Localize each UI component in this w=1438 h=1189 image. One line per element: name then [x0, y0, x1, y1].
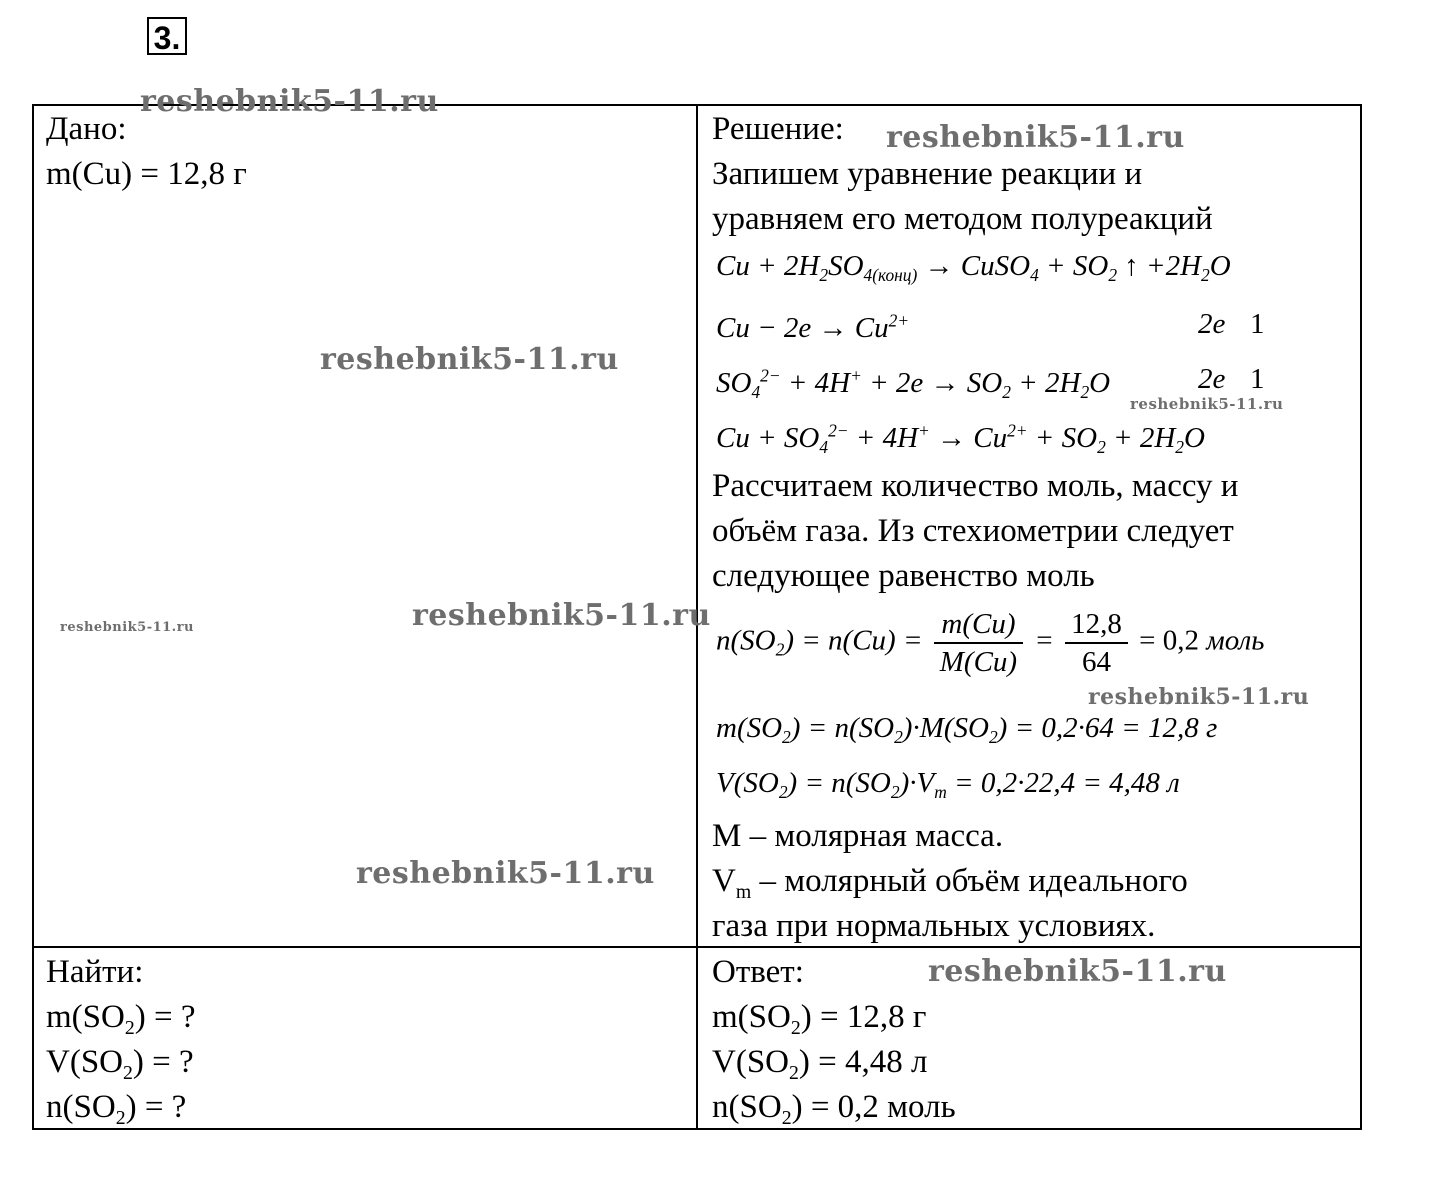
calc-text-line3: следующее равенство моль [712, 558, 1095, 594]
given-mass-cu: m(Cu) = 12,8 г [46, 156, 247, 192]
table-left-border [32, 104, 34, 1130]
definition-normal-conditions: газа при нормальных условиях. [712, 908, 1156, 944]
watermark: reshebnik5-11.ru [60, 620, 195, 635]
watermark: reshebnik5-11.ru [1088, 684, 1310, 710]
solution-intro-line1: Запишем уравнение реакции и [712, 156, 1143, 192]
watermark: reshebnik5-11.ru [320, 342, 619, 377]
answer-volume-so2: $V(SO_2) = 4,48$ л [712, 1044, 928, 1084]
given-heading: Дано: [46, 111, 127, 147]
answer-mass-so2: $m(SO_2) = 12,8$ г [712, 999, 927, 1039]
watermark: reshebnik5-11.ru [1130, 395, 1284, 413]
half1-electrons: 2e [1198, 308, 1226, 340]
task-number: 3. [147, 17, 187, 55]
fraction-mass-over-molar: $\frac{m(Cu)}{M(Cu)}$ [934, 606, 1023, 680]
half2-coefficient: 1 [1250, 363, 1265, 395]
find-mass-so2: $m(SO_2)$ = ? [46, 999, 196, 1039]
find-heading: Найти: [46, 954, 144, 990]
watermark: reshebnik5-11.ru [886, 120, 1185, 155]
half-reaction-oxidation: $Cu - 2e \to Cu^{2+}$ [716, 310, 910, 344]
half2-electrons: 2e [1198, 363, 1226, 395]
watermark: reshebnik5-11.ru [412, 598, 711, 633]
definition-molar-mass: M – молярная масса. [712, 818, 1004, 854]
watermark: reshebnik5-11.ru [140, 84, 439, 119]
fraction-numeric: $\frac{12,8}{64}$ [1065, 606, 1128, 680]
equation-main-reaction: $Cu + 2H_2SO_{4(конц)}$ → CuSO$_4$ + $SO_2$ ↑ $+2H_2O$ [716, 250, 1231, 286]
table-right-border [1360, 104, 1362, 1130]
answer-heading: Ответ: [712, 954, 804, 990]
half-reaction-reduction: $SO_4^{2-} + 4H^+ + 2e \to SO_2 + 2H_2O$ [716, 365, 1111, 403]
answer-moles-so2: $n(SO_2) = 0,2$ моль [712, 1089, 956, 1129]
ionic-equation: $Cu + SO_4^{2-} + 4H^+ \to Cu^{2+} + SO_2 + 2H_2O$ [716, 420, 1205, 458]
equation-volume: $V(SO_2) = n(SO_2)\cdot V_m = 0,2\cdot 22,4 = 4,48$ л [716, 767, 1180, 803]
half1-coefficient: 1 [1250, 308, 1265, 340]
find-volume-so2: $V(SO_2)$ = ? [46, 1044, 194, 1084]
solution-intro-line2: уравняем его методом полуреакций [712, 201, 1213, 237]
calc-text-line1: Рассчитаем количество моль, массу и [712, 468, 1239, 504]
equation-mass: $m(SO_2) = n(SO_2)\cdot M(SO_2) = 0,2\cdot 64 = 12,8$ г [716, 712, 1218, 748]
solution-heading: Решение: [712, 111, 844, 147]
equation-moles: $n(SO_2) = n(Cu)$ = $\frac{m(Cu)}{M(Cu)}$ = $\frac{12,8}{64}$ = 0,2 моль [716, 608, 1265, 678]
definition-molar-volume: $V_m$ – молярный объём идеального [712, 863, 1188, 903]
watermark: reshebnik5-11.ru [928, 954, 1227, 989]
watermark: reshebnik5-11.ru [356, 856, 655, 891]
calc-text-line2: объём газа. Из стехиометрии следует [712, 513, 1234, 549]
find-moles-so2: $n(SO_2)$ = ? [46, 1089, 187, 1129]
